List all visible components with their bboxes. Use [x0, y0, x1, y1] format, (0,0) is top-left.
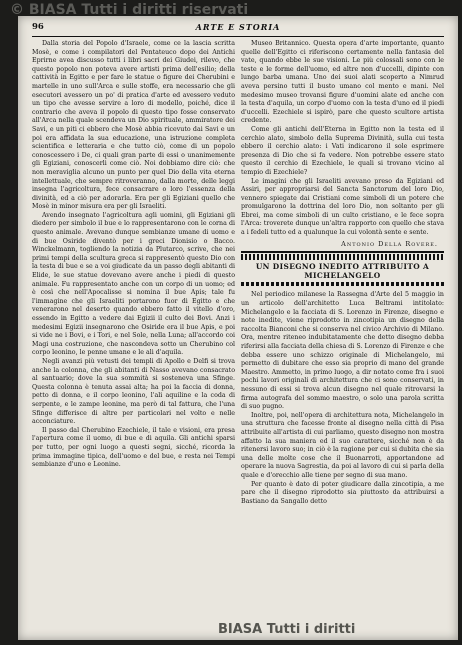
paragraph: Nel periodico milanese la Rassegna d'Arte del 5 maggio in un articolo dell'architetto Luca Beltrami intitolato: Michelangelo e la facciata di S. Lorenzo in Firenze, disegno e note inedite, viene riprodotto in zincotipia un disegno della raccolta Bianconi che si conserva nel civico Archivio di Milano. Ora, mentre riteneo indubitatamente che detto disegno debba riferirsi alla facciata della chiesa di S. Lorenzo di Firenze e che debba essere uno schizzo originale di Michelangelo, mi permetto di dubitare che esso sia proprio di mano del grande Maestro. Ammetto, in primo luogo, a dir notato come fra i suoi pochi lavori originali di architettura che ci sono conservati, in nessuno di essi si trova alcun disegno nel quale ritrovarsi la firma autografa del sommo maestro, o solo una parola scritta di suo pugno. — [241, 291, 444, 411]
page-number: 96 — [32, 22, 44, 32]
left-column — [32, 40, 235, 618]
document-page — [18, 16, 458, 640]
paragraph: Per quanto è dato di poter giudicare dalla zincotipia, a me pare che il disegno riprodotto sia piuttosto da attribuirsi a Bastiano da Sangallo detto — [241, 480, 444, 505]
section-rule — [241, 251, 444, 253]
paragraph: Avendo insegnato l'agricoltura agli uomini, gli Egiziani gli diedero per simbolo il bue e lo rappresentarono con le corna di questo animale. Avevano dunque sembianze umane di uomo e di bue Osiride diventò per i greci Dionisio o Bacco. Winckelmann, togliendo la notizia da Plutarco, scrive, che nei primi tempi della scultura greca si rappresentò questo Dio con la testa di bue e se a voi giudicate da un passo degli abitanti di Elide, le sue statue dovevano avere anche i piedi di questo animale. Fu rappresentato anche con un corpo di un uomo; ed è così che nell'Apocalisse si nomina il bue Apis; tale fu l'immagine che gli Israeliti portarono fuor di Egitto e che venerarono nel deserto quando ebbero fatto il vitello d'oro, essendo in Egitto a vedere dai Egizii il culto dei Bovi. Anzi i medesimi Egizii insegnarono che Osiride era il bue Apis, e poi si vide ne i Bovi, e i Tori, e nel Sole, nella Luna; all'accordo coi Magi una costruzione, che nascondeva sotto un Cherubino col corpo leonino, le penne umane e le ali d'aquila. — [32, 211, 235, 357]
paragraph: Come gli antichi dell'Eterna in Egitto non la testa ed il cerchio alato, simbolo della Suprema Divinità, sulla cui testa ebbero il cerchio alato: i Vati indicarono il sole esprimere presenza di Dio che si fa vedere. Non potrebbe essere stato questo il cerchio di Ezechiele, le quali si trovano vicino al tempio di Ezechiele? — [241, 125, 444, 176]
running-title: ARTE E STORIA — [195, 22, 281, 32]
paragraph: Dalla storia del Popolo d'Israele, come ce la lascia scritta Mosè, e come i compilatori del Pentateuco dopo dei Antichi Eprirne avea discusso tutti i libri sacri dei Giudei, rilevo, che questo popolo non poteva avere artisti prima dell'esilio; della cattività in Egitto e per fare le statue o figure dei Cherubini e martelle in uno sull'Arca e sulle stoffe, era necessario che gli esecutori avessero un po' di pratica d'arte ed avessero veduto un tipo che avesse servire a loro di modello, poiché, dice il contrario che aveva il popolo di questo tipo fosse conservato all'Arca nella quale scendeva un Dio spirituale, ammiratore dei Savi, e un piti ci ebbero che Mosè abbia ricevuto dai Savi e un poi era affidata la sua educazione, una istruzione completa scientifica e letteraria e che tutto ciò, come di un popolo conoscessero i De, ci quali gran parte di essi o unanimemente gli Egiziani, conoscerli come ciò. Noi dobbiamo dire ciò: che non meraviglia alcuno un punto per quel Dio della vita eterna intellettuale, che sempre ritroveranno, dalla morte, delle leggi insegna l'agricoltura, fece consacrare o loro l'essenza della divinità, ed a ciò per adorarla. Era per gli Egiziani quello che Mosè in minor misura era per gli Israeliti. — [32, 40, 235, 211]
author-signature: Antonio Della Rovere. — [341, 239, 438, 248]
paragraph: Le imagini che gli Israeliti avevano preso da Egiziani ed Assiri, per appropriarsi del Sancta Sanctorum del loro Dio, vennero spiegate dai Cristiani come simboli di un potere che promulgarono la dottrina del loro Dio, non soltanto per gli Ebrei, ma come simboli di un culto cristiano, e le fece sopra l'Arca: troverete dunque un'altra rapporto con quello che stava a i fedeli tutto ed a qualunque la cui volontà sente e sente. — [241, 177, 444, 237]
paragraph: Inoltre, poi, nell'opera di architettura nota, Michelangelo in una struttura che facesse fronte al disegno nella città di Pisa attribuite all'artista di cui parliamo, questo disegno non mostra affatto la sua maniera ed il suo carattere, sicché non è da ritenersi lavoro suo; in ciò è la ragione per cui si dubita che sia una delle molte cose che il Buonarroti, apportandone ad operare la nuova Sagrestia, da poi al lavoro di cui si parla della quale e d'orecchio alle tiene per segno di sua mano. — [241, 411, 444, 479]
footer-watermark: BIASA Tutti i diritti — [218, 622, 356, 637]
ornamental-border — [241, 254, 444, 260]
ornamental-border — [241, 282, 444, 286]
right-column — [241, 40, 444, 618]
paragraph: Negli avanzi più vetusti dei templi di Apollo e Delfi si trova anche la colonna, che gli abitanti di Nasso avevano consacrato al santuario; dove la sua sommità si sosteneva una Sfinge. Questa colonna è tenuta assai alta; ha poi la faccia di donna, petto di donna, e il corpo leonino, l'ali aquiline e la coda di serpente, e le zampe leonine, ma però di tal fattura, che l'una Sfinge differisce di altre per particolari nel volto e nelle acconciature. — [32, 357, 235, 426]
page-header — [32, 20, 444, 37]
watermark: © BIASA Tutti i diritti riservati — [10, 2, 249, 18]
article-title: UN DISEGNO INEDITO ATTRIBUITO A MICHELANGELO — [255, 262, 430, 280]
paragraph: Il passo dal Cherubino Ezechiele, il tale e visioni, era presa l'apertura come il uomo, di bue e di aquila. Gli antichi sparsi per tutto, per ogni luogo a questi segni, sicché, ricorda la prima immagine tipica, dell'uomo e del bue, e resta nei Tempi sembianze d'uno e Leonine. — [32, 426, 235, 469]
paragraph: Museo Britannico. Questa opera d'arte importante, quanto quelle dell'Egitto ci riferiscono certamente nella fantasia del vate, quando ebbe le sue visioni. Le più colossali sono con le teste e le forme dell'uomo, ed altre non d'uccelli, dipinte con lungo barba umana. Uno dei suoi alati scoperto a Nimrud aveva persino tutti il busto umano col mento e mani. Nel medesimo museo trovansi figure d'uomini alate ed anche con la testa d'aquila, un corpo d'uomo con la testa d'uno ed il piedi d'uccelli. Ezechiele si ispirò, pare che questo scultore artista credente. — [241, 40, 444, 125]
